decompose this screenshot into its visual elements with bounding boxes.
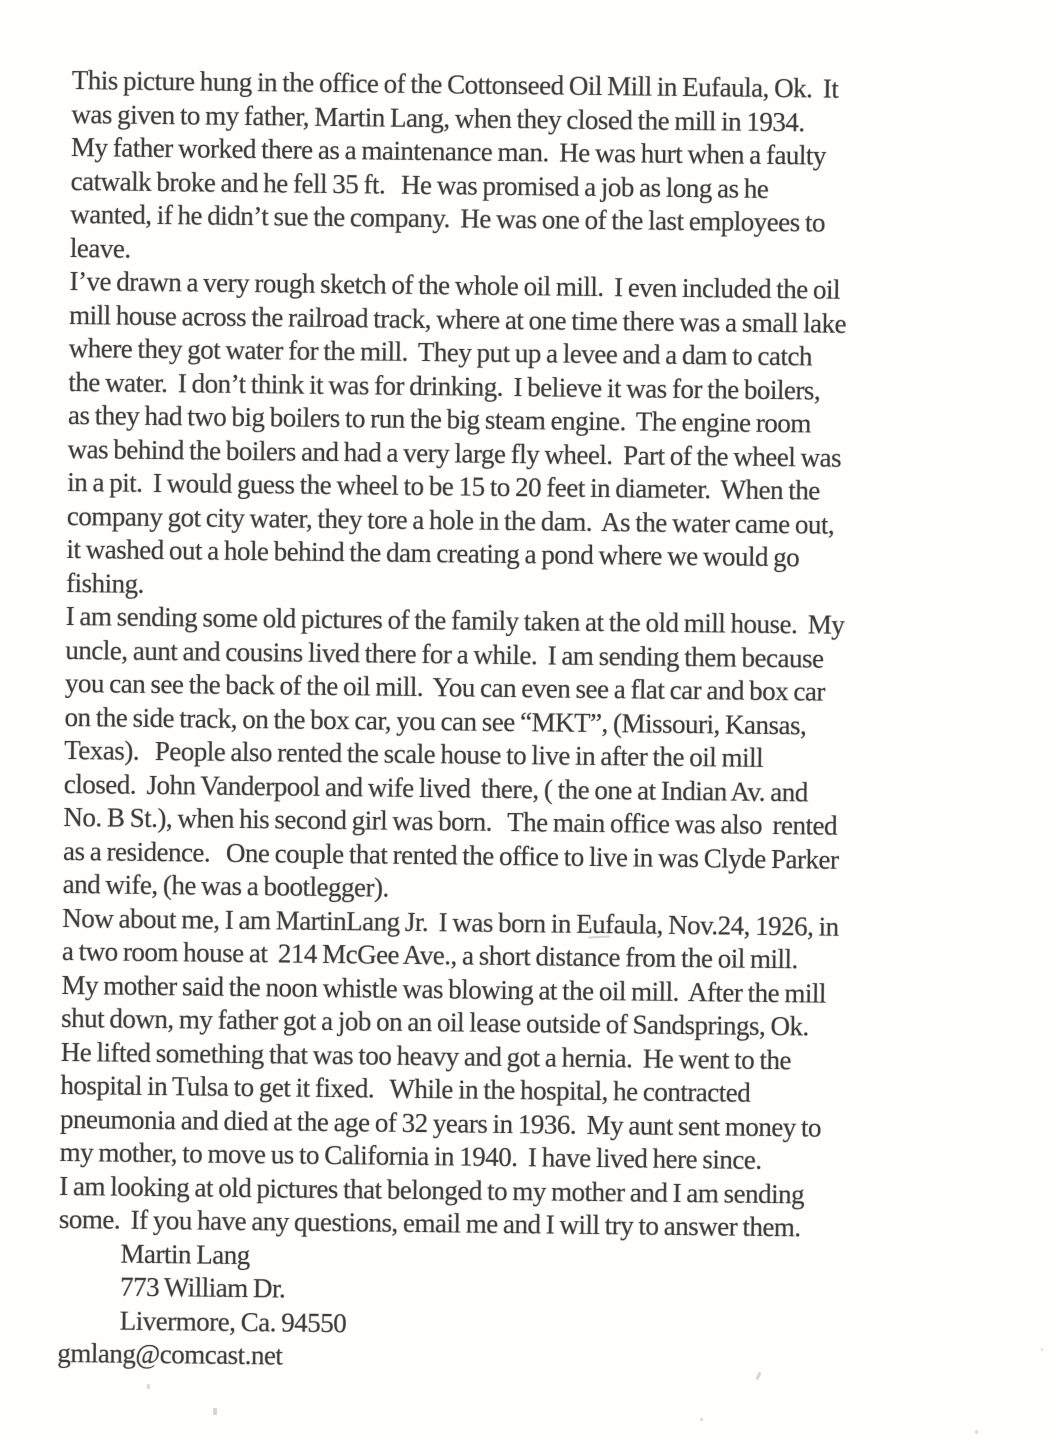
text-line: hospital in Tulsa to get it fixed. While in the hospital, he contracted <box>60 1069 751 1108</box>
scan-speckle <box>1041 1348 1043 1351</box>
text-line: I’ve drawn a very rough sketch of the whole oil mill. I even included the oil <box>69 265 841 305</box>
paragraph <box>70 64 1017 276</box>
text-line: Now about me, I am MartinLang Jr. I was born in Eufaula, Nov.24, 1926, in <box>62 902 839 942</box>
paragraph <box>66 265 1015 611</box>
text-line: closed. John Vanderpool and wife lived there, ( the one at Indian Av. and <box>63 768 808 807</box>
text-line: I am sending some old pictures of the family taken at the old mill house. My <box>65 600 845 640</box>
text-line: it washed out a hole behind the dam creating a pond where we would go <box>66 533 800 573</box>
signature-city: Livermore, Ca. 94550 <box>119 1305 347 1338</box>
text-line: you can see the back of the oil mill. You can even see a flat car and box car <box>64 667 826 707</box>
text-line: and wife, (he was a bootlegger). <box>62 868 389 903</box>
text-line: He lifted something that was too heavy and got a hernia. He went to the <box>60 1036 792 1075</box>
text-line: on the side track, on the box car, you can see “MKT”, (Missouri, Kansas, <box>64 701 807 740</box>
text-line: was given to my father, Martin Lang, when they closed the mill in 1934. <box>71 98 805 137</box>
text-line: No. B St.), when his second girl was born. The main office was also rented <box>63 801 838 841</box>
paragraph <box>59 1169 1005 1247</box>
signature-street: 773 William Dr. <box>119 1271 286 1304</box>
text-line: pneumonia and died at the age of 32 years in 1936. My aunt sent money to <box>59 1103 822 1143</box>
text-line: leave. <box>69 232 131 264</box>
text-line: My mother said the noon whistle was blowing at the oil mill. After the mill <box>61 969 827 1009</box>
letter-body <box>57 64 1017 1381</box>
signature-name: Martin Lang <box>120 1238 250 1270</box>
text-line: company got city water, they tore a hole in the dam. As the water came out, <box>66 500 835 540</box>
text-line: where they got water for the mill. They put up a levee and a dam to catch <box>68 332 813 372</box>
text-line: I am looking at old pictures that belonged to my mother and I am sending <box>59 1170 805 1209</box>
text-line: was behind the boilers and had a very large fly wheel. Part of the wheel was <box>67 433 842 473</box>
text-line: My father worked there as a maintenance man. He was hurt when a faulty <box>70 131 827 171</box>
scan-speckle <box>147 1384 150 1389</box>
text-line: as a residence. One couple that rented the office to live in was Clyde Parker <box>62 835 839 875</box>
text-line: shut down, my father got a job on an oil lease outside of Sandsprings, Ok. <box>61 1002 809 1042</box>
paragraph <box>62 600 1010 912</box>
scan-speckle <box>975 1430 978 1434</box>
text-line: fishing. <box>65 567 145 599</box>
scan-speckle <box>700 1418 703 1421</box>
letter-paragraphs <box>59 64 1017 1247</box>
text-line: some. If you have any questions, email me and I will try to answer them. <box>58 1203 801 1243</box>
text-line: mill house across the railroad track, where at one time there was a small lake <box>68 299 847 339</box>
text-line: in a pit. I would guess the wheel to be 15 to 20 feet in diameter. When the <box>67 466 820 506</box>
signature-email: gmlang@comcast.net <box>57 1337 283 1371</box>
text-line: my mother, to move us to California in 1940. I have lived here since. <box>59 1136 762 1175</box>
text-line: a two room house at 214 McGee Ave., a short distance from the oil mill. <box>61 935 798 975</box>
scan-speckle <box>213 1408 217 1415</box>
text-line: This picture hung in the office of the Cottonseed Oil Mill in Eufaula, Ok. It <box>71 64 839 104</box>
text-line: uncle, aunt and cousins lived there for a while. I am sending them because <box>65 634 824 674</box>
text-line: as they had two big boilers to run the big steam engine. The engine room <box>67 399 811 439</box>
text-line: catwalk broke and he fell 35 ft. He was promised a job as long as he <box>70 165 769 204</box>
text-line: the water. I don’t think it was for drinking. I believe it was for the boilers, <box>68 366 821 406</box>
text-line: wanted, if he didn’t sue the company. He was one of the last employees to <box>70 198 826 238</box>
paragraph <box>59 901 1007 1180</box>
text-line: Texas). People also rented the scale house to live in after the oil mill <box>64 734 764 773</box>
